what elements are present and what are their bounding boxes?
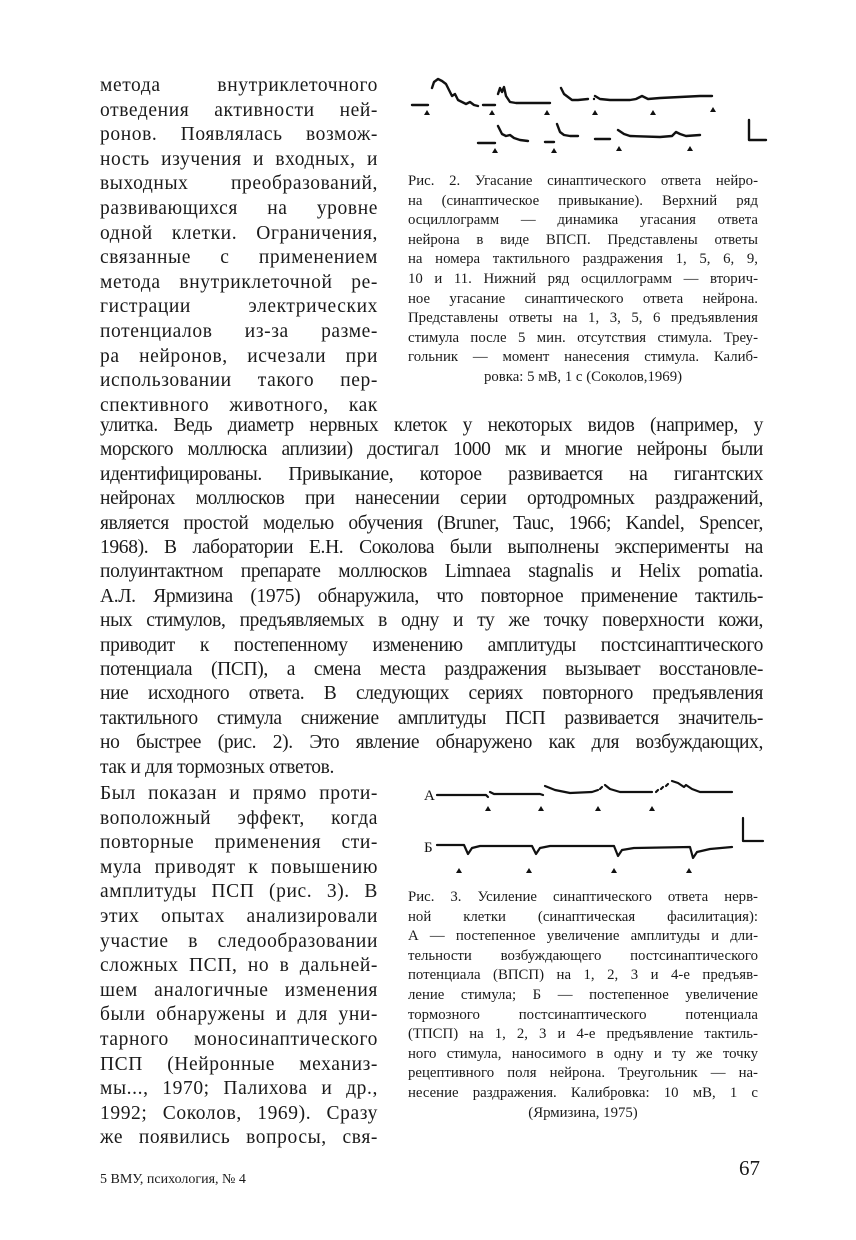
oscillogram-habituation-graphic	[410, 72, 770, 162]
figure-2-oscillograms	[410, 72, 770, 162]
caption-line: Рис. 2. Угасание синаптического ответа нейро-	[408, 173, 758, 189]
trace-label-a: А	[424, 788, 435, 804]
text-line: амплитуды ПСП (рис. 3). В	[100, 881, 378, 903]
text-line: гистрации электрических	[100, 296, 378, 318]
text-line: связанные с применением	[100, 247, 378, 269]
text-line: спективного животного, как	[100, 394, 378, 416]
text-line: выходных преобразований,	[100, 173, 378, 195]
caption-line: стимула после 5 мин. отсутствия стимула. Треу-	[408, 329, 758, 346]
text-line: развивающихся на уровне	[100, 197, 378, 219]
caption-line: ное угасание синаптического ответа нейрона.	[408, 290, 758, 307]
text-line: отведения активности ней-	[100, 99, 378, 121]
caption-line: осциллограмм — динамика угасания ответа	[408, 212, 758, 229]
text-line: ние исходного ответа. В следующих сериях повторного предъявления	[100, 683, 763, 705]
caption-line: (ТПСП) на 1, 2, 3 и 4-е предъявление тактиль-	[408, 1026, 758, 1043]
text-line: нейронах моллюсков при нанесении серии ортодромных раздражений,	[100, 488, 763, 510]
caption-line: А — постепенное увеличение амплитуды и дли-	[408, 928, 758, 945]
caption-line: ровка: 5 мВ, 1 с (Соколов,1969)	[483, 368, 683, 385]
caption-line: ной клетки (синаптическая фасилитация):	[408, 908, 758, 925]
text-line: тактильного стимула снижение амплитуды ПСП развивается значитель-	[100, 707, 763, 729]
caption-line: Представлены ответы на 1, 3, 5, 6 предъявления	[408, 310, 758, 327]
caption-line: рецептивного поля нейрона. Треугольник — на-	[408, 1065, 758, 1082]
text-line: морского моллюска аплизии) достигал 1000 мк и многие нейроны были	[100, 439, 763, 461]
caption-line: на (синаптическое привыкание). Верхний ряд	[408, 192, 758, 209]
caption-line: ного стимула, наносимого в одну и ту же точку	[408, 1045, 758, 1062]
text-line: ра нейронов, исчезали при	[100, 345, 378, 367]
text-line: так и для тормозных ответов.	[100, 756, 335, 778]
text-line: одной клетки. Ограничения,	[100, 222, 378, 244]
text-line: были обнаружены и для уни-	[100, 1004, 378, 1026]
text-line: повторные применения сти-	[100, 832, 378, 854]
text-line: полуинтактном препарате моллюсков Limnaea stagnalis и Helix pomatia.	[100, 561, 763, 583]
figure-2-caption	[408, 172, 758, 388]
caption-line: 10 и 11. Нижний ряд осциллограмм — вторич-	[408, 270, 758, 287]
text-line: метода внутриклеточной ре-	[100, 271, 378, 293]
body-text-wide	[100, 414, 763, 780]
footer-signature: 5 ВМУ, психология, № 4	[100, 1172, 246, 1187]
trace-label-b: Б	[424, 840, 433, 856]
caption-line: тормозного постсинаптического потенциала	[408, 1006, 758, 1023]
text-line: ПСП (Нейронные механиз-	[100, 1053, 378, 1075]
caption-line: (Ярмизина, 1975)	[528, 1104, 638, 1121]
caption-line: нейрона в виде ВПСП. Представлены ответы	[408, 231, 758, 248]
text-line: потенциала (ПСП), а смена места раздражения вызывает восстановле-	[100, 659, 763, 681]
text-line: шем аналогичные изменения	[100, 979, 378, 1001]
text-line: 1968). В лаборатории Е.Н. Соколова были выполнены эксперименты на	[100, 537, 763, 559]
text-line: но быстрее (рис. 2). Это явление обнаружено как для возбуждающих,	[100, 732, 763, 754]
text-line: Был показан и прямо проти-	[100, 783, 378, 804]
figure-3-caption	[408, 888, 758, 1123]
text-line: мула приводят к повышению	[100, 856, 378, 878]
column-bottom-text	[100, 782, 378, 1151]
text-line: мы..., 1970; Палихова и др.,	[100, 1078, 378, 1100]
caption-line: ление стимула; Б — постепенное увеличение	[408, 986, 758, 1003]
caption-line: потенциала (ВПСП) на 1, 2, 3 и 4-е предъяв-	[408, 967, 758, 984]
caption-line: несение раздражения. Калибровка: 10 мВ, 1 с	[408, 1084, 758, 1101]
figure-3-oscillograms	[420, 774, 765, 874]
text-line: сложных ПСП, но в дальней-	[100, 955, 378, 977]
text-line: ронов. Появлялась возмож-	[100, 124, 378, 146]
text-line: воположный эффект, когда	[100, 807, 378, 829]
text-line: является простой моделью обучения (Bruner, Tauc, 1966; Kandel, Spencer,	[100, 512, 763, 534]
text-line: ных стимулов, предъявляемых в одну и ту же точку поверхности кожи,	[100, 610, 763, 632]
text-line: улитка. Ведь диаметр нервных клеток у некоторых видов (например, у	[100, 415, 763, 436]
text-line: участие в следообразовании	[100, 930, 378, 952]
column-top-text	[100, 74, 378, 418]
text-line: 1992; Соколов, 1969). Сразу	[100, 1102, 378, 1124]
page-number: 67	[739, 1156, 760, 1180]
text-line: ность изучения и входных, и	[100, 148, 378, 170]
text-line: потенциалов из-за разме-	[100, 320, 378, 342]
text-line: приводит к постепенному изменению амплитуды постсинаптического	[100, 634, 763, 656]
caption-line: тельности возбуждающего постсинаптического	[408, 947, 758, 964]
text-line: метода внутриклеточного	[100, 75, 378, 96]
text-line: использовании такого пер-	[100, 370, 378, 392]
caption-line: на номера тактильного раздражения 1, 5, 6, 9,	[408, 251, 758, 268]
caption-line: гольник — момент нанесения стимула. Калиб-	[408, 349, 758, 366]
text-line: же появились вопросы, свя-	[100, 1127, 378, 1149]
text-line: тарного моносинаптического	[100, 1028, 378, 1050]
text-line: А.Л. Ярмизина (1975) обнаружила, что повторное применение тактиль-	[100, 585, 763, 607]
oscillogram-facilitation-graphic	[420, 774, 765, 874]
text-line: этих опытах анализировали	[100, 905, 378, 927]
text-line: идентифицированы. Привыкание, которое развивается на гигантских	[100, 463, 763, 485]
caption-line: Рис. 3. Усиление синаптического ответа нерв-	[408, 889, 758, 905]
